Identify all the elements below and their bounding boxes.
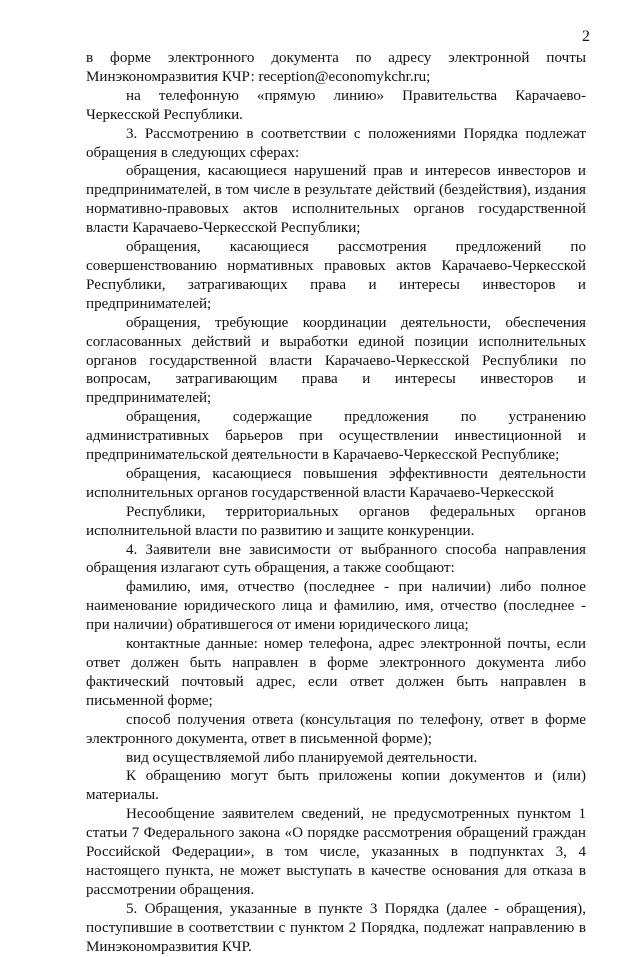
paragraph-attachments: К обращению могут быть приложены копии документов и (или) материалы. <box>86 768 586 804</box>
paragraph-section-5: 5. Обращения, указанные в пункте 3 Порядка (далее - обращения), поступившие в соответствии с пунктом 2 Порядка, подлежат направлению в Минэкономразвития КЧР. <box>86 900 586 955</box>
paragraph-contact-data: контактные данные: номер телефона, адрес электронной почты, если ответ должен быть направлен в форме электронного документа либо фактический почтовый адрес, если ответ должен быть направлен в письменной форме; <box>86 636 586 709</box>
paragraph-section-4: 4. Заявители вне зависимости от выбранного способа направления обращения излагают суть обращения, а также сообщают: <box>86 541 586 577</box>
paragraph-applicant-name: фамилию, имя, отчество (последнее - при наличии) либо полное наименование юридического лица и фамилию, имя, отчество (последнее - при наличии) обратившегося от имени юридического лица; <box>86 579 586 634</box>
paragraph-sphere-competition: Республики, территориальных органов федеральных органов исполнительной власти по развитию и защите конкуренции. <box>86 503 586 539</box>
paragraph-sphere-violations: обращения, касающиеся нарушений прав и интересов инвесторов и предпринимателей, в том числе в результате действий (бездействия), издания нормативно-правовых актов исполнительных органов государственной власти Карачаево-Черкесской Республики; <box>86 163 586 237</box>
document-body <box>86 49 586 957</box>
paragraph-response-method: способ получения ответа (консультация по телефону, ответ в форме электронного документа, ответ в письменной форме); <box>86 711 586 747</box>
paragraph-sphere-proposals: обращения, касающиеся рассмотрения предложений по совершенствованию нормативных правовых актов Карачаево-Черкесской Республики, затрагивающих права и интересы инвесторов и предпринимателей; <box>86 239 586 312</box>
paragraph-hotline-channel: на телефонную «прямую линию» Правительства Карачаево-Черкесской Республики. <box>86 87 586 123</box>
paragraph-sphere-barriers: обращения, содержащие предложения по устранению административных барьеров при осуществлении инвестиционной и предпринимательской деятельности в Карачаево-Черкесской Республике; <box>86 409 586 464</box>
paragraph-email-channel: в форме электронного документа по адресу электронной почты Минэкономразвития КЧР: reception@economykchr.ru; <box>86 50 586 85</box>
paragraph-sphere-coordination: обращения, требующие координации деятельности, обеспечения согласованных действий и выработки единой позиции исполнительных органов государственной власти Карачаево-Черкесской Республики по вопросам, затрагивающим права и интересы инвесторов и предпринимателей; <box>86 314 586 407</box>
paragraph-section-3: 3. Рассмотрению в соответствии с положениями Порядка подлежат обращения в следующих сферах: <box>86 125 586 161</box>
page-number: 2 <box>582 28 590 45</box>
paragraph-non-disclosure: Несообщение заявителем сведений, не предусмотренных пунктом 1 статьи 7 Федерального закона «О порядке рассмотрения обращений граждан Российской Федерации», в том числе, указанных в подпунктах 3, 4 настоящего пункта, не может выступать в качестве основания для отказа в рассмотрении обращения. <box>86 806 586 898</box>
paragraph-sphere-efficiency: обращения, касающиеся повышения эффективности деятельности исполнительных органов государственной власти Карачаево-Черкесской <box>86 465 586 501</box>
paragraph-activity-type: вид осуществляемой либо планируемой деятельности. <box>126 749 478 766</box>
